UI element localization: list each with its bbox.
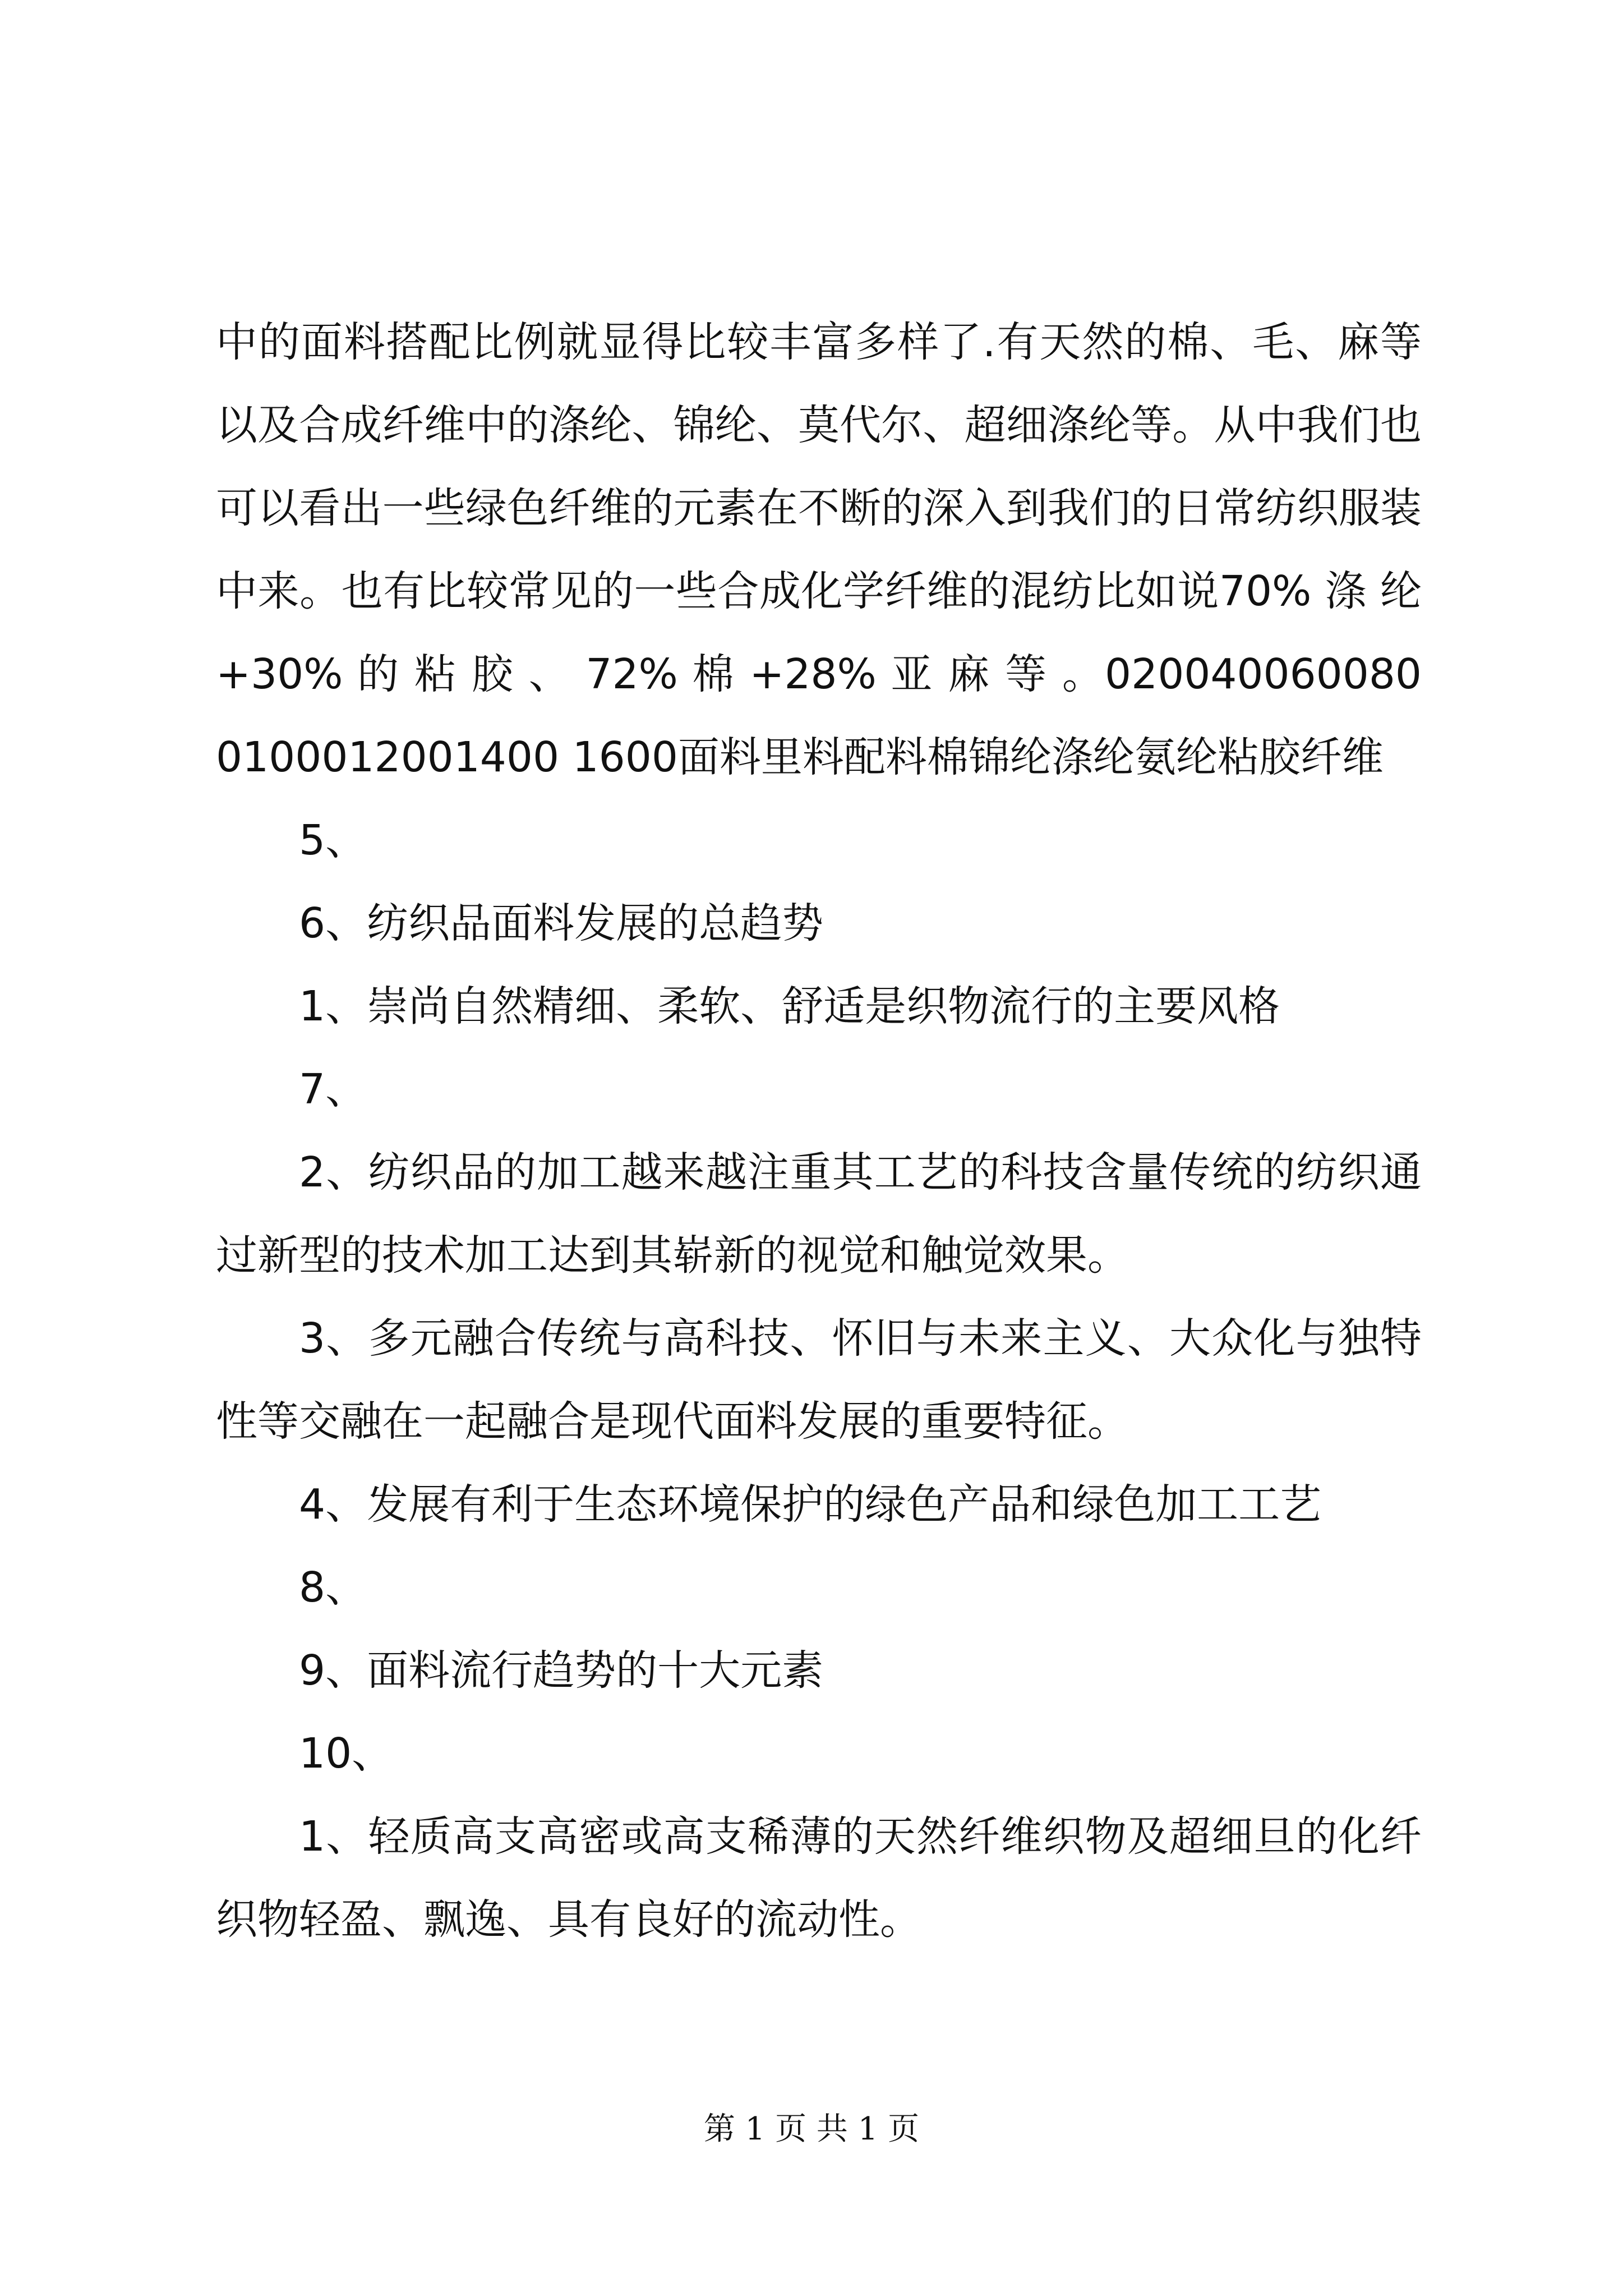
paragraph-trend-1: 1、崇尚自然精细、柔软、舒适是织物流行的主要风格 [299,982,1280,1030]
paragraph-section-elements: 9、面料流行趋势的十大元素 [299,1646,824,1695]
paragraph-trend-3: 3、多元融合传统与高科技、怀旧与未来主义、大众化与独特性等交融在一起融合是现代面料发展的重要特征。 [216,1314,1422,1446]
paragraph-item-7: 7、 [299,1065,367,1114]
paragraph-trend-2: 2、纺织品的加工越来越注重其工艺的科技含量传统的纺织通过新型的技术加工达到其崭新的视觉和触觉效果。 [216,1148,1422,1280]
paragraph-section-trends: 6、纺织品面料发展的总趋势 [299,899,824,947]
paragraph-trend-4: 4、发展有利于生态环境保护的绿色产品和绿色加工工艺 [299,1480,1322,1529]
paragraph-item-5: 5、 [299,816,367,864]
page-number-label: 第 1 页 共 1 页 [703,2111,920,2147]
paragraph-fabric-ratios: 中的面料搭配比例就显得比较丰富多样了.有天然的棉、毛、麻等以及合成纤维中的涤纶、锦纶、莫代尔、超细涤纶等。从中我们也可以看出一些绿色纤维的元素在不断的深入到我们的日常纺织服装中来。也有比较常见的一些合成化学纤维的混纺比如说70% 涤 纶 +30% 的 粘 胶 、 72% 棉 +28% 亚 麻 等 。0200400600800100012001400 1600面料里料配料棉锦纶涤纶氨纶粘胶纤维 [216,318,1422,781]
paragraph-item-8: 8、 [299,1563,367,1612]
paragraph-item-10: 10、 [299,1729,394,1778]
document-body [216,301,1422,1961]
paragraph-element-1: 1、轻质高支高密或高支稀薄的天然纤维织物及超细旦的化纤织物轻盈、飘逸、具有良好的流动性。 [216,1812,1422,1944]
page-footer [0,2109,1623,2150]
